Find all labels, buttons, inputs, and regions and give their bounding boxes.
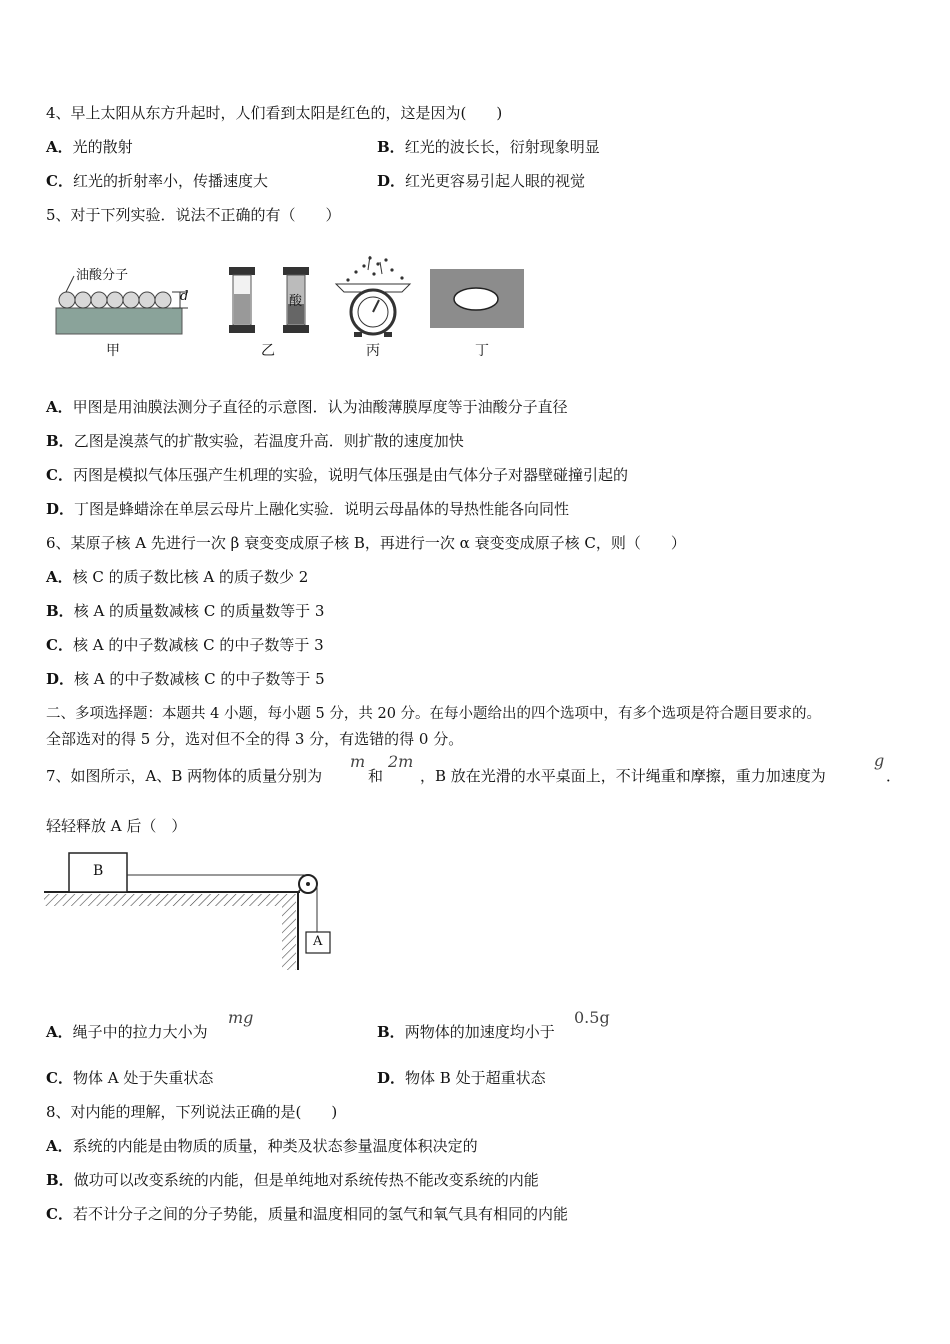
- gas-pressure-figure: [330, 250, 416, 340]
- q6-option-b: B．核 A 的质量数减核 C 的质量数等于 3: [46, 602, 325, 620]
- block-a-label: A: [313, 934, 323, 949]
- q5-stem: 5、对于下列实验．说法不正确的有（ ）: [46, 206, 341, 224]
- q7-option-c: C．物体 A 处于失重状态: [46, 1069, 214, 1087]
- q8-option-c: C．若不计分子之间的分子势能，质量和温度相同的氢气和氧气具有相同的内能: [46, 1205, 568, 1223]
- pulley-figure: [44, 848, 344, 973]
- q7-option-b-math: 0.5g: [574, 1008, 610, 1027]
- caption-jia: 甲: [106, 343, 120, 359]
- q5-option-a: A．甲图是用油膜法测分子直径的示意图．认为油酸薄膜厚度等于油酸分子直径: [46, 398, 568, 416]
- q7-option-b: B．两物体的加速度均小于: [377, 1023, 555, 1041]
- q7-math-g: g: [874, 751, 885, 770]
- q4-option-c: C．红光的折射率小，传播速度大: [46, 172, 268, 190]
- q6-option-d: D．核 A 的中子数减核 C 的中子数等于 5: [46, 670, 325, 688]
- q5-option-b: B．乙图是溴蒸气的扩散实验，若温度升高．则扩散的速度加快: [46, 432, 464, 450]
- diffusion-figure: [223, 264, 318, 339]
- q7-option-a-math: mg: [228, 1008, 254, 1027]
- q4-option-d: D．红光更容易引起人眼的视觉: [377, 172, 586, 190]
- q7-math-m: m: [350, 752, 366, 771]
- caption-ding: 丁: [475, 343, 489, 359]
- d-label: d: [180, 289, 189, 304]
- oleic-label: 油酸分子: [76, 268, 129, 283]
- mica-wax-figure: [430, 269, 525, 329]
- section2-line2: 全部选对的得 5 分，选对但不全的得 3 分，有选错的得 0 分。: [46, 730, 464, 748]
- q8-stem: 8、对内能的理解，下列说法正确的是( ): [46, 1103, 338, 1121]
- q5-option-d: D．丁图是蜂蜡涂在单层云母片上融化实验．说明云母晶体的导热性能各向同性: [46, 500, 570, 518]
- caption-bing: 丙: [366, 343, 380, 359]
- q4-option-a: A．光的散射: [46, 138, 133, 156]
- q4-stem: 4、早上太阳从东方升起时，人们看到太阳是红色的，这是因为( ): [46, 104, 503, 122]
- q7-math-2m: 2m: [388, 752, 414, 771]
- q8-option-b: B．做功可以改变系统的内能，但是单纯地对系统传热不能改变系统的内能: [46, 1171, 539, 1189]
- caption-yi: 乙: [261, 343, 275, 359]
- block-b-label: B: [93, 863, 104, 879]
- q5-option-c: C．丙图是模拟气体压强产生机理的实验，说明气体压强是由气体分子对器壁碰撞引起的: [46, 466, 628, 484]
- q7-stem-part2: ，B 放在光滑的水平桌面上，不计绳重和摩擦，重力加速度为: [420, 767, 826, 785]
- section2-line1: 二、多项选择题：本题共 4 小题，每小题 5 分，共 20 分。在每小题给出的四个选项中，有多个选项是符合题目要求的。: [46, 706, 822, 722]
- q6-stem: 6、某原子核 A 先进行一次 β 衰变变成原子核 B，再进行一次 α 衰变变成原子核 C，则（ ）: [46, 534, 686, 552]
- q7-option-a: A．绳子中的拉力大小为: [46, 1023, 208, 1041]
- q6-option-a: A．核 C 的质子数比核 A 的质子数少 2: [46, 568, 309, 586]
- q6-option-c: C．核 A 的中子数减核 C 的中子数等于 3: [46, 636, 324, 654]
- q7-option-d: D．物体 B 处于超重状态: [377, 1069, 546, 1087]
- q7-period: ．: [886, 767, 902, 785]
- q7-stem-line2: 轻轻释放 A 后（ ）: [46, 817, 187, 835]
- acid-label: 酸: [289, 294, 303, 309]
- q8-option-a: A．系统的内能是由物质的质量，种类及状态参量温度体积决定的: [46, 1137, 478, 1155]
- q7-and: 和: [368, 767, 384, 785]
- q7-stem-part1: 7、如图所示，A、B 两物体的质量分别为: [46, 767, 323, 785]
- q4-option-b: B．红光的波长长，衍射现象明显: [377, 138, 600, 156]
